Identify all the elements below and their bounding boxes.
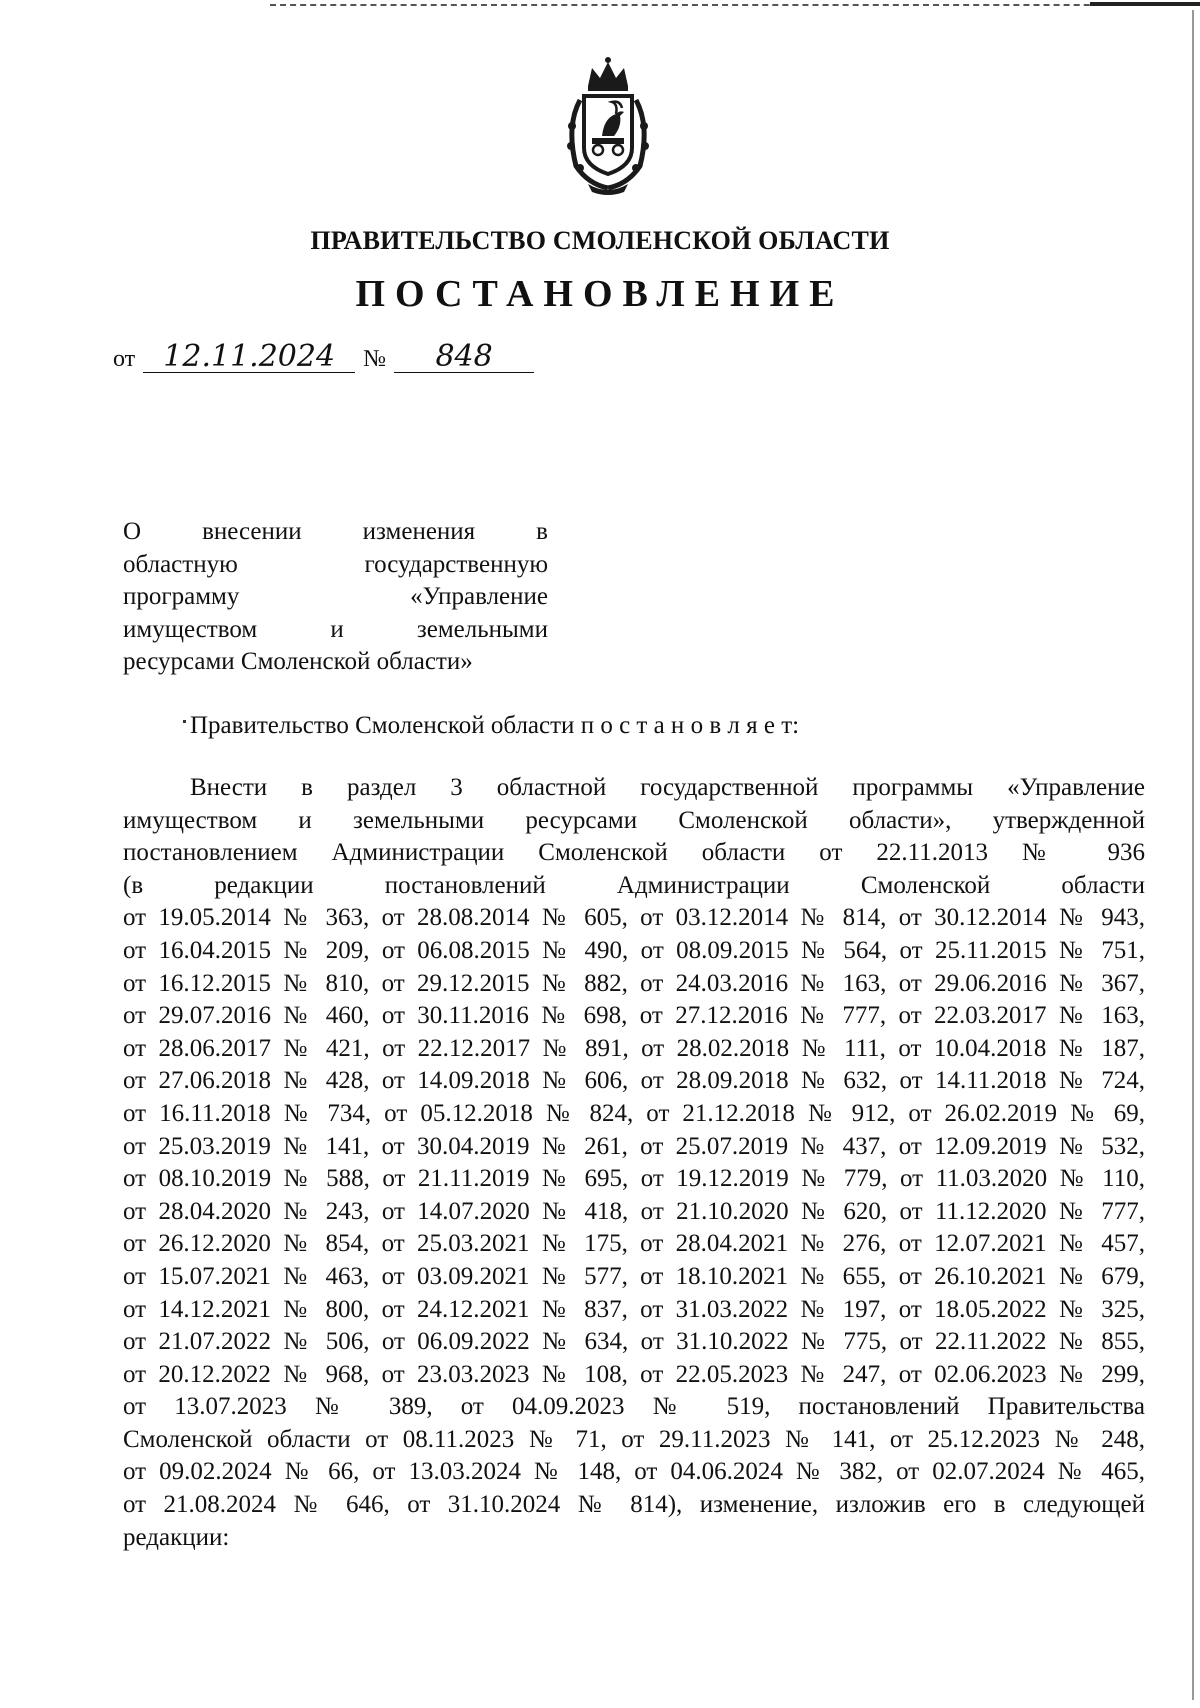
body-line: (в редакции постановлений Администрации Смоленской области — [123, 871, 1145, 899]
handwritten-date: 12.11.2024 — [143, 342, 355, 373]
organization-title: ПРАВИТЕЛЬСТВО СМОЛЕНСКОЙ ОБЛАСТИ — [310, 226, 890, 255]
smolensk-coat-of-arms-icon — [558, 56, 658, 196]
scan-top-mark — [1090, 2, 1200, 6]
body-line: от 16.04.2015 № 209, от 06.08.2015 № 490, от 08.09.2015 № 564, от 25.11.2015 № 751, — [123, 936, 1145, 964]
body-line: от 25.03.2019 № 141, от 30.04.2019 № 261, от 25.07.2019 № 437, от 12.09.2019 № 532, — [123, 1132, 1145, 1160]
subject-line: программу «Управление — [123, 583, 548, 611]
body-line: от 14.12.2021 № 800, от 24.12.2021 № 837, от 31.03.2022 № 197, от 18.05.2022 № 325, — [123, 1295, 1145, 1323]
registration-line — [113, 339, 534, 374]
body-line: от 21.08.2024 № 646, от 31.10.2024 № 814), изменение, изложив его в следующей — [123, 1491, 1145, 1519]
body-line: от 27.06.2018 № 428, от 14.09.2018 № 606, от 28.09.2018 № 632, от 14.11.2018 № 724, — [123, 1067, 1145, 1095]
date-prefix: от — [113, 346, 136, 372]
preamble — [190, 712, 799, 740]
preamble-verb: п о с т а н о в л я е т: — [580, 712, 800, 739]
body-line: Смоленской области от 08.11.2023 № 71, от 29.11.2023 № 141, от 25.12.2023 № 248, — [123, 1425, 1145, 1453]
body-line: Внести в раздел 3 областной государственной программы «Управление — [190, 774, 1145, 801]
handwritten-number: 848 — [394, 342, 534, 373]
document-type-title: ПОСТАНОВЛЕНИЕ — [355, 273, 845, 315]
scan-top-rule — [270, 4, 1150, 6]
body-line: от 19.05.2014 № 363, от 28.08.2014 № 605, от 03.12.2014 № 814, от 30.12.2014 № 943, — [123, 904, 1145, 932]
preamble-lead: Правительство Смоленской области — [190, 712, 575, 739]
body-line: от 26.12.2020 № 854, от 25.03.2021 № 175, от 28.04.2021 № 276, от 12.07.2021 № 457, — [123, 1230, 1145, 1258]
body-line: от 21.07.2022 № 506, от 06.09.2022 № 634, от 31.10.2022 № 775, от 22.11.2022 № 855, — [123, 1328, 1145, 1356]
body-line: от 29.07.2016 № 460, от 30.11.2016 № 698, от 27.12.2016 № 777, от 22.03.2017 № 163, — [123, 1002, 1145, 1030]
subject-line: О внесении изменения в — [123, 518, 548, 545]
scan-right-edge — [1192, 10, 1194, 1700]
body-line: от 16.12.2015 № 810, от 29.12.2015 № 882, от 24.03.2016 № 163, от 29.06.2016 № 367, — [123, 969, 1145, 997]
subject-line: областную государственную — [123, 550, 548, 578]
body-line: от 28.06.2017 № 421, от 22.12.2017 № 891, от 28.02.2018 № 111, от 10.04.2018 № 187, — [123, 1034, 1145, 1062]
scan-speck — [183, 720, 186, 723]
body-line: от 15.07.2021 № 463, от 03.09.2021 № 577, от 18.10.2021 № 655, от 26.10.2021 № 679, — [123, 1262, 1145, 1290]
body-line: постановлением Администрации Смоленской области от 22.11.2013 № 936 — [123, 839, 1145, 867]
body-line: имуществом и земельными ресурсами Смоленской области», утвержденной — [123, 806, 1145, 834]
body-line: от 20.12.2022 № 968, от 23.03.2023 № 108, от 22.05.2023 № 247, от 02.06.2023 № 299, — [123, 1360, 1145, 1388]
body-line: от 16.11.2018 № 734, от 05.12.2018 № 824, от 21.12.2018 № 912, от 26.02.2019 № 69, — [123, 1099, 1145, 1127]
document-subject — [123, 516, 548, 679]
resolution-body — [123, 772, 1145, 1554]
body-line: от 09.02.2024 № 66, от 13.03.2024 № 148, от 04.06.2024 № 382, от 02.07.2024 № 465, — [123, 1458, 1145, 1486]
body-line: от 08.10.2019 № 588, от 21.11.2019 № 695, от 19.12.2019 № 779, от 11.03.2020 № 110, — [123, 1165, 1145, 1193]
body-line: редакции: — [123, 1523, 230, 1551]
body-line: от 28.04.2020 № 243, от 14.07.2020 № 418, от 21.10.2020 № 620, от 11.12.2020 № 777, — [123, 1197, 1145, 1225]
subject-line: ресурсами Смоленской области» — [123, 648, 473, 676]
body-line: от 13.07.2023 № 389, от 04.09.2023 № 519, постановлений Правительства — [123, 1393, 1145, 1421]
number-sign: № — [363, 346, 387, 372]
subject-line: имуществом и земельными — [123, 615, 548, 643]
